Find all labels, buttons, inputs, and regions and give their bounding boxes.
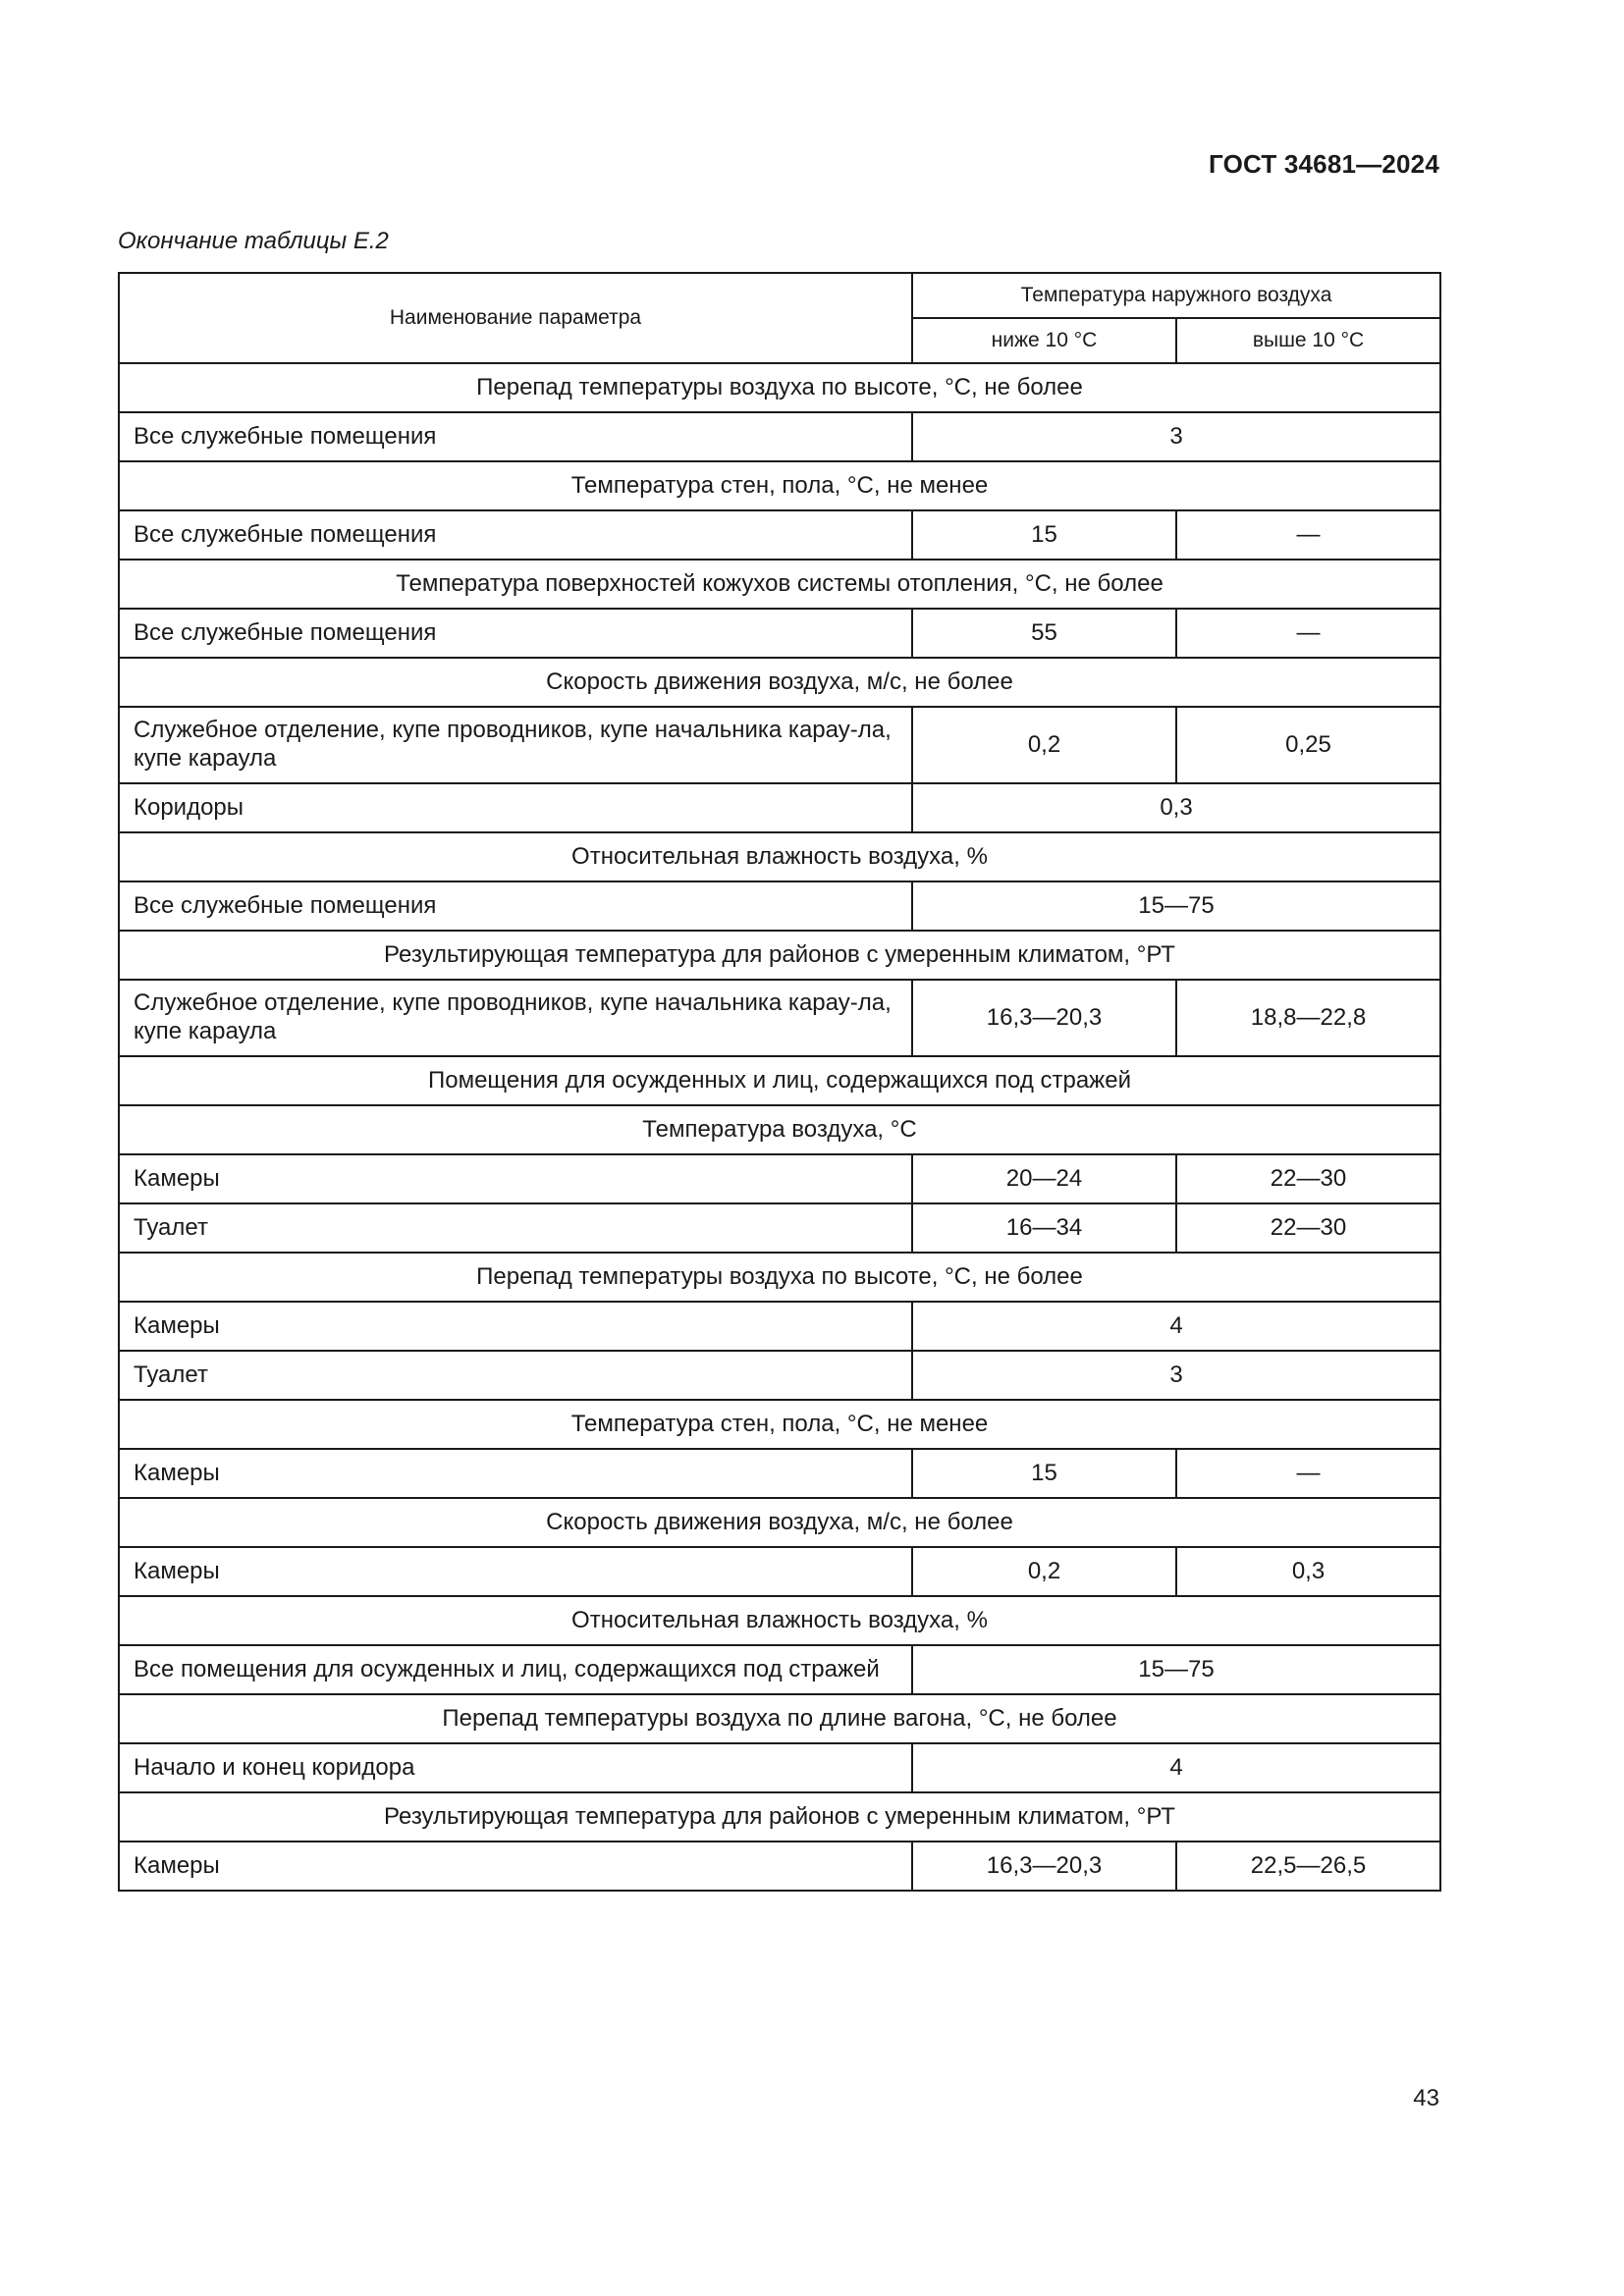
- section-row: [119, 1253, 1440, 1302]
- table-caption: Окончание таблицы Е.2: [118, 228, 389, 254]
- table-row: [119, 1645, 1440, 1694]
- parameter-name-cell: Камеры: [119, 1547, 912, 1596]
- parameter-table: [118, 272, 1441, 1892]
- table-row: [119, 1547, 1440, 1596]
- value-cell-above-10: 22—30: [1176, 1154, 1440, 1203]
- table-row: [119, 1351, 1440, 1400]
- section-heading: Температура поверхностей кожухов системы отопления, °С, не более: [119, 560, 1440, 609]
- value-cell-merged: 0,3: [912, 783, 1440, 832]
- value-cell-merged: 3: [912, 412, 1440, 461]
- parameter-name-cell: Все служебные помещения: [119, 412, 912, 461]
- parameter-name-cell: Все служебные помещения: [119, 881, 912, 931]
- table-row: [119, 1842, 1440, 1891]
- section-row: [119, 1596, 1440, 1645]
- table-row: [119, 783, 1440, 832]
- section-row: [119, 1498, 1440, 1547]
- table-row: [119, 1203, 1440, 1253]
- value-cell-merged: 15—75: [912, 1645, 1440, 1694]
- section-row: [119, 1056, 1440, 1105]
- value-cell-below-10: 16—34: [912, 1203, 1176, 1253]
- value-cell-merged: 4: [912, 1302, 1440, 1351]
- parameter-name-cell: Камеры: [119, 1842, 912, 1891]
- section-row: [119, 461, 1440, 510]
- value-cell-above-10: 22—30: [1176, 1203, 1440, 1253]
- value-cell-below-10: 0,2: [912, 1547, 1176, 1596]
- parameter-name-cell: Коридоры: [119, 783, 912, 832]
- value-cell-below-10: 15: [912, 510, 1176, 560]
- table-row: [119, 707, 1440, 783]
- parameter-name-cell: Камеры: [119, 1154, 912, 1203]
- value-cell-merged: 4: [912, 1743, 1440, 1792]
- document-code: ГОСТ 34681—2024: [1209, 149, 1439, 179]
- section-row: [119, 658, 1440, 707]
- table-row: [119, 1743, 1440, 1792]
- section-heading: Температура стен, пола, °С, не менее: [119, 1400, 1440, 1449]
- section-heading: Результирующая температура для районов с умеренным климатом, °РТ: [119, 931, 1440, 980]
- parameter-name-cell: Камеры: [119, 1449, 912, 1498]
- header-below-10: ниже 10 °С: [912, 318, 1176, 363]
- value-cell-below-10: 55: [912, 609, 1176, 658]
- parameter-name-cell: Все помещения для осужденных и лиц, содержащихся под стражей: [119, 1645, 912, 1694]
- value-cell-merged: 3: [912, 1351, 1440, 1400]
- parameter-name-cell: Все служебные помещения: [119, 609, 912, 658]
- parameter-name-cell: Туалет: [119, 1351, 912, 1400]
- parameter-name-cell: Служебное отделение, купе проводников, купе начальника карау-ла, купе караула: [119, 980, 912, 1056]
- section-row: [119, 832, 1440, 881]
- parameter-name-cell: Туалет: [119, 1203, 912, 1253]
- section-heading: Перепад температуры воздуха по высоте, °С, не более: [119, 363, 1440, 412]
- value-cell-merged: 15—75: [912, 881, 1440, 931]
- value-cell-below-10: 16,3—20,3: [912, 1842, 1176, 1891]
- value-cell-above-10: 18,8—22,8: [1176, 980, 1440, 1056]
- section-row: [119, 931, 1440, 980]
- section-row: [119, 1694, 1440, 1743]
- section-row: [119, 560, 1440, 609]
- value-cell-above-10: 0,25: [1176, 707, 1440, 783]
- section-heading: Температура воздуха, °С: [119, 1105, 1440, 1154]
- section-heading: Скорость движения воздуха, м/с, не более: [119, 658, 1440, 707]
- parameter-name-cell: Начало и конец коридора: [119, 1743, 912, 1792]
- table-row: [119, 1449, 1440, 1498]
- parameter-name-cell: Служебное отделение, купе проводников, купе начальника карау-ла, купе караула: [119, 707, 912, 783]
- value-cell-below-10: 15: [912, 1449, 1176, 1498]
- header-above-10: выше 10 °С: [1176, 318, 1440, 363]
- section-row: [119, 1105, 1440, 1154]
- header-outdoor-temperature: Температура наружного воздуха: [912, 273, 1440, 318]
- table-row: [119, 510, 1440, 560]
- parameter-name-cell: Камеры: [119, 1302, 912, 1351]
- value-cell-below-10: 16,3—20,3: [912, 980, 1176, 1056]
- page-number: 43: [1413, 2085, 1439, 2111]
- section-row: [119, 1792, 1440, 1842]
- section-row: [119, 1400, 1440, 1449]
- section-heading: Помещения для осужденных и лиц, содержащихся под стражей: [119, 1056, 1440, 1105]
- section-heading: Результирующая температура для районов с умеренным климатом, °РТ: [119, 1792, 1440, 1842]
- value-cell-above-10: 0,3: [1176, 1547, 1440, 1596]
- table-row: [119, 1154, 1440, 1203]
- parameter-name-cell: Все служебные помещения: [119, 510, 912, 560]
- section-heading: Температура стен, пола, °С, не менее: [119, 461, 1440, 510]
- section-heading: Скорость движения воздуха, м/с, не более: [119, 1498, 1440, 1547]
- value-cell-above-10: —: [1176, 609, 1440, 658]
- value-cell-below-10: 0,2: [912, 707, 1176, 783]
- value-cell-below-10: 20—24: [912, 1154, 1176, 1203]
- value-cell-above-10: 22,5—26,5: [1176, 1842, 1440, 1891]
- table-row: [119, 881, 1440, 931]
- value-cell-above-10: —: [1176, 1449, 1440, 1498]
- table-row: [119, 1302, 1440, 1351]
- section-heading: Относительная влажность воздуха, %: [119, 832, 1440, 881]
- section-heading: Перепад температуры воздуха по высоте, °С, не более: [119, 1253, 1440, 1302]
- table-row: [119, 609, 1440, 658]
- section-heading: Перепад температуры воздуха по длине вагона, °С, не более: [119, 1694, 1440, 1743]
- table-body: [119, 363, 1440, 1891]
- table-row: [119, 412, 1440, 461]
- header-parameter-name: Наименование параметра: [119, 273, 912, 363]
- value-cell-above-10: —: [1176, 510, 1440, 560]
- table-row: [119, 980, 1440, 1056]
- section-heading: Относительная влажность воздуха, %: [119, 1596, 1440, 1645]
- section-row: [119, 363, 1440, 412]
